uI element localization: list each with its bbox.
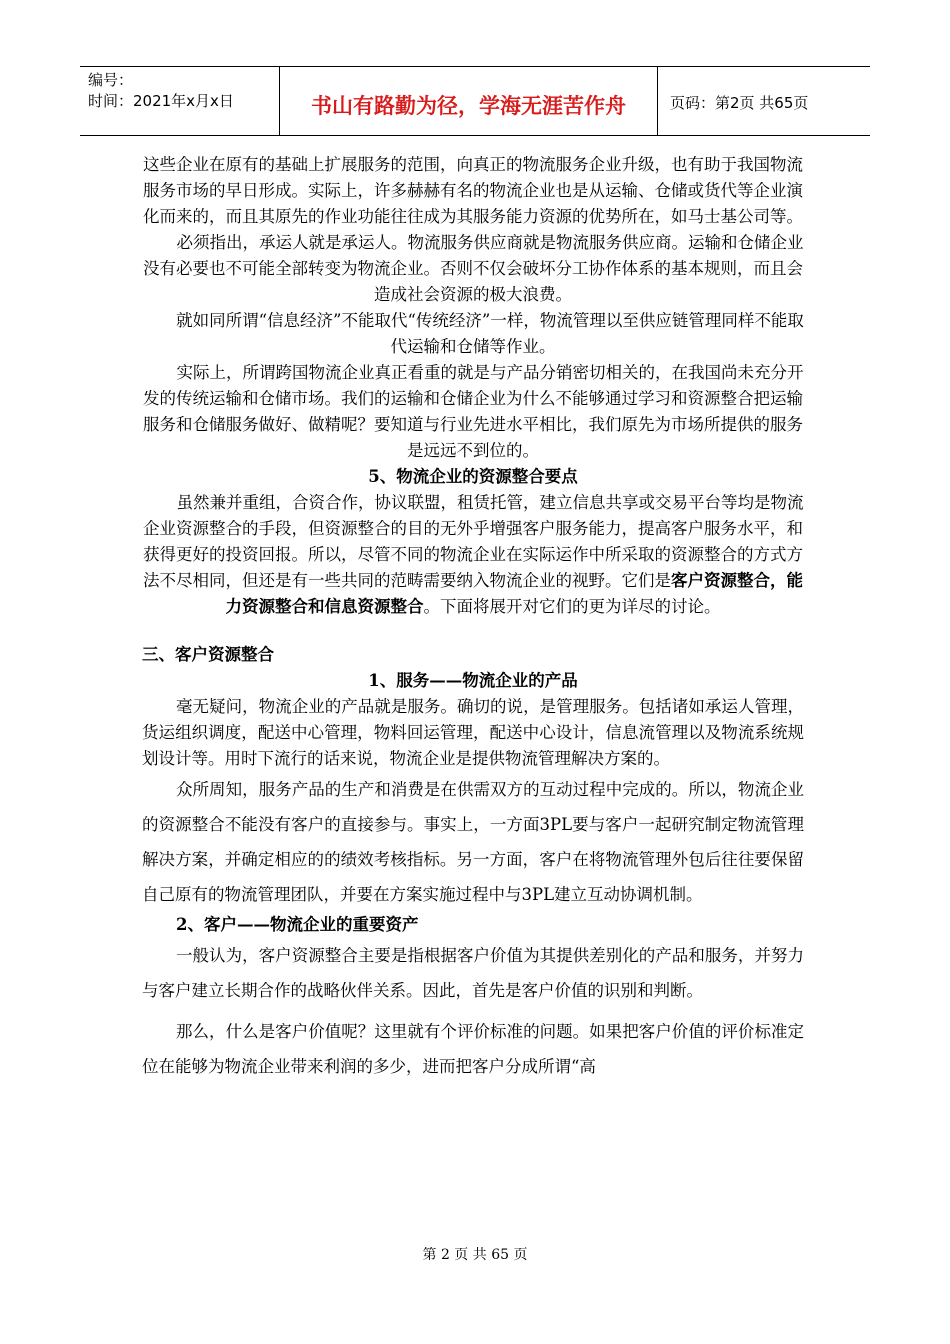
document-date-label: 时间：2021年x月x日 [88,92,234,110]
subheading: 5、物流企业的资源整合要点 [368,467,578,486]
subheading: 1、服务——物流企业的产品 [368,671,578,690]
paragraph: 实际上，所谓跨国物流企业真正看重的就是与产品分销密切相关的，在我国尚未充分开发的传统运输和仓储市场。我们的运输和仓储企业为什么不能够通过学习和资源整合把运输服务和仓储服务做好、做精呢？要知道与行业先进水平相比，我们原先为市场所提供的服务是远远不到位的。 [143,363,804,460]
paragraph: 这些企业在原有的基础上扩展服务的范围，向真正的物流服务企业升级，也有助于我国物流服务市场的早日形成。实际上，许多赫赫有名的物流企业也是从运输、仓储或货代等企业演化而来的，而且其原先的作业功能往往成为其服务能力资源的优势所在，如马士基公司等。 [143,155,803,226]
header-motto-cell [280,67,658,135]
paragraph [142,490,804,620]
paragraph-text: 。下面将展开对它们的更为详尽的讨论。 [423,597,721,616]
page-footer: 第 2 页 共 65 页 [422,1247,528,1263]
paragraph-text: 虽然兼并重组，合资合作，协议联盟，租赁托管，建立信息共享或交易平台等均是物流企业资源整合的手段，但资源整合的目的无外乎增强客户服务能力，提高客户服务水平，和获得更好的投资回报。所以，尽管不同的物流企业在实际运作中所采取的资源整合的方式方法不尽相同，但还是有一些共同的范畴需要纳入物流企业的视野。它们是 [143,493,804,590]
paragraph: 一般认为，客户资源整合主要是指根据客户价值为其提供差别化的产品和服务，并努力与客户建立长期合作的战略伙伴关系。因此，首先是客户价值的识别和判断。 [142,946,804,1000]
paragraph: 那么，什么是客户价值呢？这里就有个评价标准的问题。如果把客户价值的评价标准定位在能够为物流企业带来利润的多少，进而把客户分成所谓“高 [142,1022,804,1076]
header-meta-cell [80,67,280,135]
section-heading: 三、客户资源整合 [142,645,274,664]
subheading: 2、客户——物流企业的重要资产 [176,915,419,934]
motto-text: 书山有路勤为径，学海无涯苦作舟 [311,94,626,118]
paragraph: 必须指出，承运人就是承运人。物流服务供应商就是物流服务供应商。运输和仓储企业没有必要也不可能全部转变为物流企业。否则不仅会破坏分工协作体系的基本规则，而且会造成社会资源的极大浪费。 [143,233,804,304]
header-table [80,66,870,136]
page-info: 页码：第2页 共65页 [670,94,809,112]
document-body [142,152,804,1084]
document-number-label: 编号： [88,71,134,89]
paragraph: 毫无疑问，物流企业的产品就是服务。确切的说，是管理服务。包括诸如承运人管理，货运组织调度，配送中心管理，物料回运管理，配送中心设计，信息流管理以及物流系统规划设计等。用时下流行的话来说，物流企业是提供物流管理解决方案的。 [142,697,804,768]
paragraph: 众所周知，服务产品的生产和消费是在供需双方的互动过程中完成的。所以，物流企业的资源整合不能没有客户的直接参与。事实上，一方面3PL要与客户一起研究制定物流管理解决方案，并确定相应的的绩效考核指标。另一方面，客户在将物流管理外包后往往要保留自己原有的物流管理团队，并要在方案实施过程中与3PL建立互动协调机制。 [142,780,804,904]
spacer [142,620,804,642]
header-page-cell [658,67,870,135]
paragraph-bold-text: 客户资源整合，能力资源整合和信息资源整合 [225,571,803,616]
paragraph: 就如同所谓“信息经济”不能取代“传统经济”一样，物流管理以至供应链管理同样不能取代运输和仓储等作业。 [176,311,804,356]
